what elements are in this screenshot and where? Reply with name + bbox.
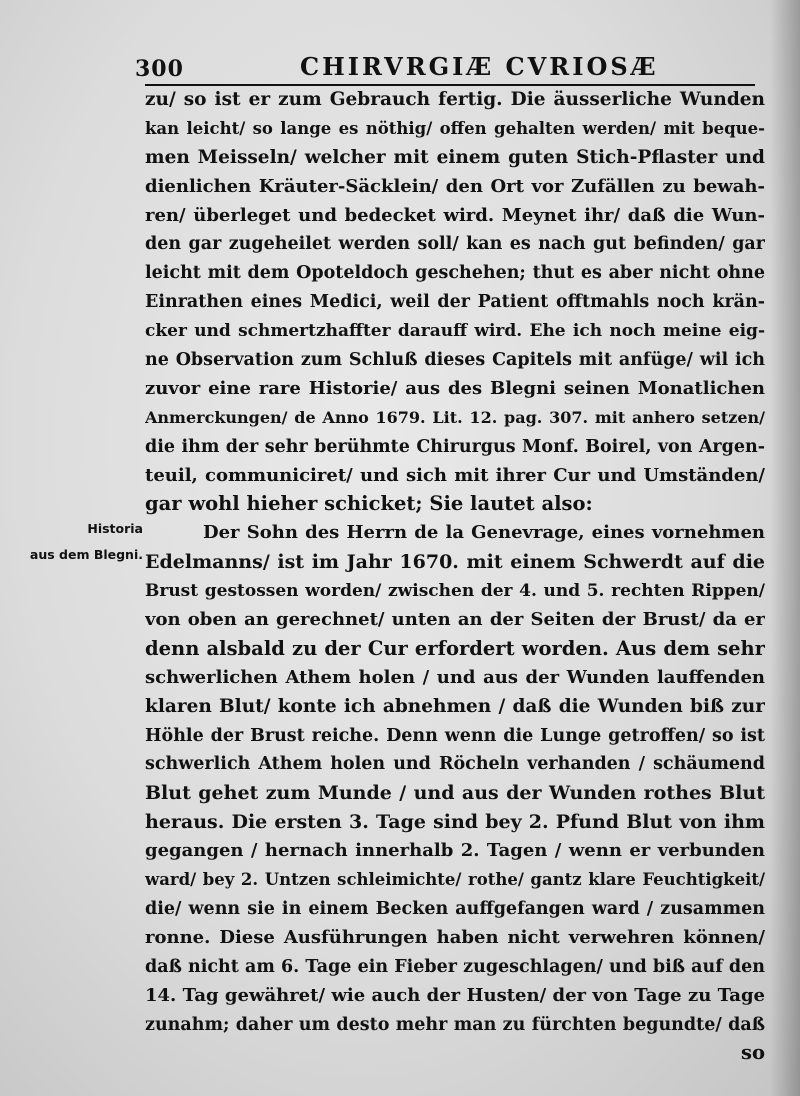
text-line: ronne. Diese Ausführungen haben nicht verwehren können/ xyxy=(145,926,765,948)
text-line: kan leicht/ so lange es nöthig/ offen gehalten werden/ mit beque- xyxy=(145,118,765,138)
text-line: men Meisseln/ welcher mit einem guten Stich-Pflaster und xyxy=(145,146,765,168)
page-header xyxy=(0,42,800,92)
text-line: zu/ so ist er zum Gebrauch fertig. Die äusserliche Wunden xyxy=(145,89,765,110)
text-line: Brust gestossen worden/ zwischen der 4. und 5. rechten Rippen/ xyxy=(145,581,765,602)
text-line: klaren Blut/ konte ich abnehmen / daß die Wunden biß zur xyxy=(145,695,765,717)
text-line: denn alsbald zu der Cur erfordert worden. Aus dem sehr xyxy=(145,636,765,660)
margin-note-line: aus dem Blegni. xyxy=(29,547,143,562)
text-line: teuil, communiciret/ und sich mit ihrer Cur und Umständen/ xyxy=(145,464,765,486)
page-edge-shadow xyxy=(770,0,800,1096)
margin-note-line: Historia xyxy=(87,521,143,536)
text-line: von oben an gerechnet/ unten an der Seiten der Brust/ da er xyxy=(145,609,765,631)
text-line: ne Observation zum Schluß dieses Capitels mit anfüge/ wil ich xyxy=(145,350,765,371)
text-line: Edelmanns/ ist im Jahr 1670. mit einem Schwerdt auf die xyxy=(145,551,765,574)
text-line: heraus. Die ersten 3. Tage sind bey 2. Pfund Blut von ihm xyxy=(145,811,765,834)
text-line: Einrathen eines Medici, weil der Patient offtmahls noch krän- xyxy=(145,292,765,313)
text-line: daß nicht am 6. Tage ein Fieber zugeschlagen/ und biß auf den xyxy=(145,956,765,977)
text-line: 14. Tag gewähret/ wie auch der Husten/ der von Tage zu Tage xyxy=(145,984,765,1006)
text-line: gegangen / hernach innerhalb 2. Tagen / wenn er verbunden xyxy=(145,840,765,862)
text-line: schwerlichen Athem holen / und aus der Wunden lauffenden xyxy=(145,666,765,688)
text-line: ren/ überleget und bedecket wird. Meynet ihr/ daß die Wun- xyxy=(145,204,765,226)
text-line: die/ wenn sie in einem Becken auffgefangen ward / zusammen xyxy=(145,898,765,919)
text-line: Blut gehet zum Munde / und aus der Wunden rothes Blut xyxy=(145,782,765,805)
text-line: ward/ bey 2. Untzen schleimichte/ rothe/ gantz klare Feuchtigkeit/ xyxy=(145,870,765,890)
text-line: dienlichen Kräuter-Säcklein/ den Ort vor Zufällen zu bewah- xyxy=(145,175,765,197)
page-number: 300 xyxy=(135,56,184,82)
text-line: Anmerckungen/ de Anno 1679. Lit. 12. pag. 307. mit anhero setzen/ xyxy=(145,407,765,427)
text-line: zunahm; daher um desto mehr man zu fürchten begundte/ daß xyxy=(145,1014,765,1035)
text-line: schwerlich Athem holen und Röcheln verhanden / schäumend xyxy=(145,754,765,775)
text-line: die ihm der sehr berühmte Chirurgus Monf. Boirel, von Argen- xyxy=(145,436,765,457)
text-line: cker und schmertzhaffter darauff wird. Ehe ich noch meine eig- xyxy=(145,321,765,342)
text-line: Höhle der Brust reiche. Denn wenn die Lunge getroffen/ so ist xyxy=(145,725,765,746)
running-title: CHIRVRGIÆ CVRIOSÆ xyxy=(300,52,659,81)
body-text xyxy=(145,86,765,1068)
text-line: Der Sohn des Herrn de la Genevrage, eines vornehmen xyxy=(203,522,765,544)
catchword: so xyxy=(741,1041,765,1065)
text-line: den gar zugeheilet werden soll/ kan es nach gut befinden/ gar xyxy=(145,234,765,255)
text-line: zuvor eine rare Historie/ aus des Blegni seinen Monatlichen xyxy=(145,377,765,399)
text-line: leicht mit dem Opoteldoch geschehen; thut es aber nicht ohne xyxy=(145,263,765,284)
text-line: gar wohl hieher schicket; Sie lautet also: xyxy=(145,492,593,516)
margin-note xyxy=(8,516,143,568)
